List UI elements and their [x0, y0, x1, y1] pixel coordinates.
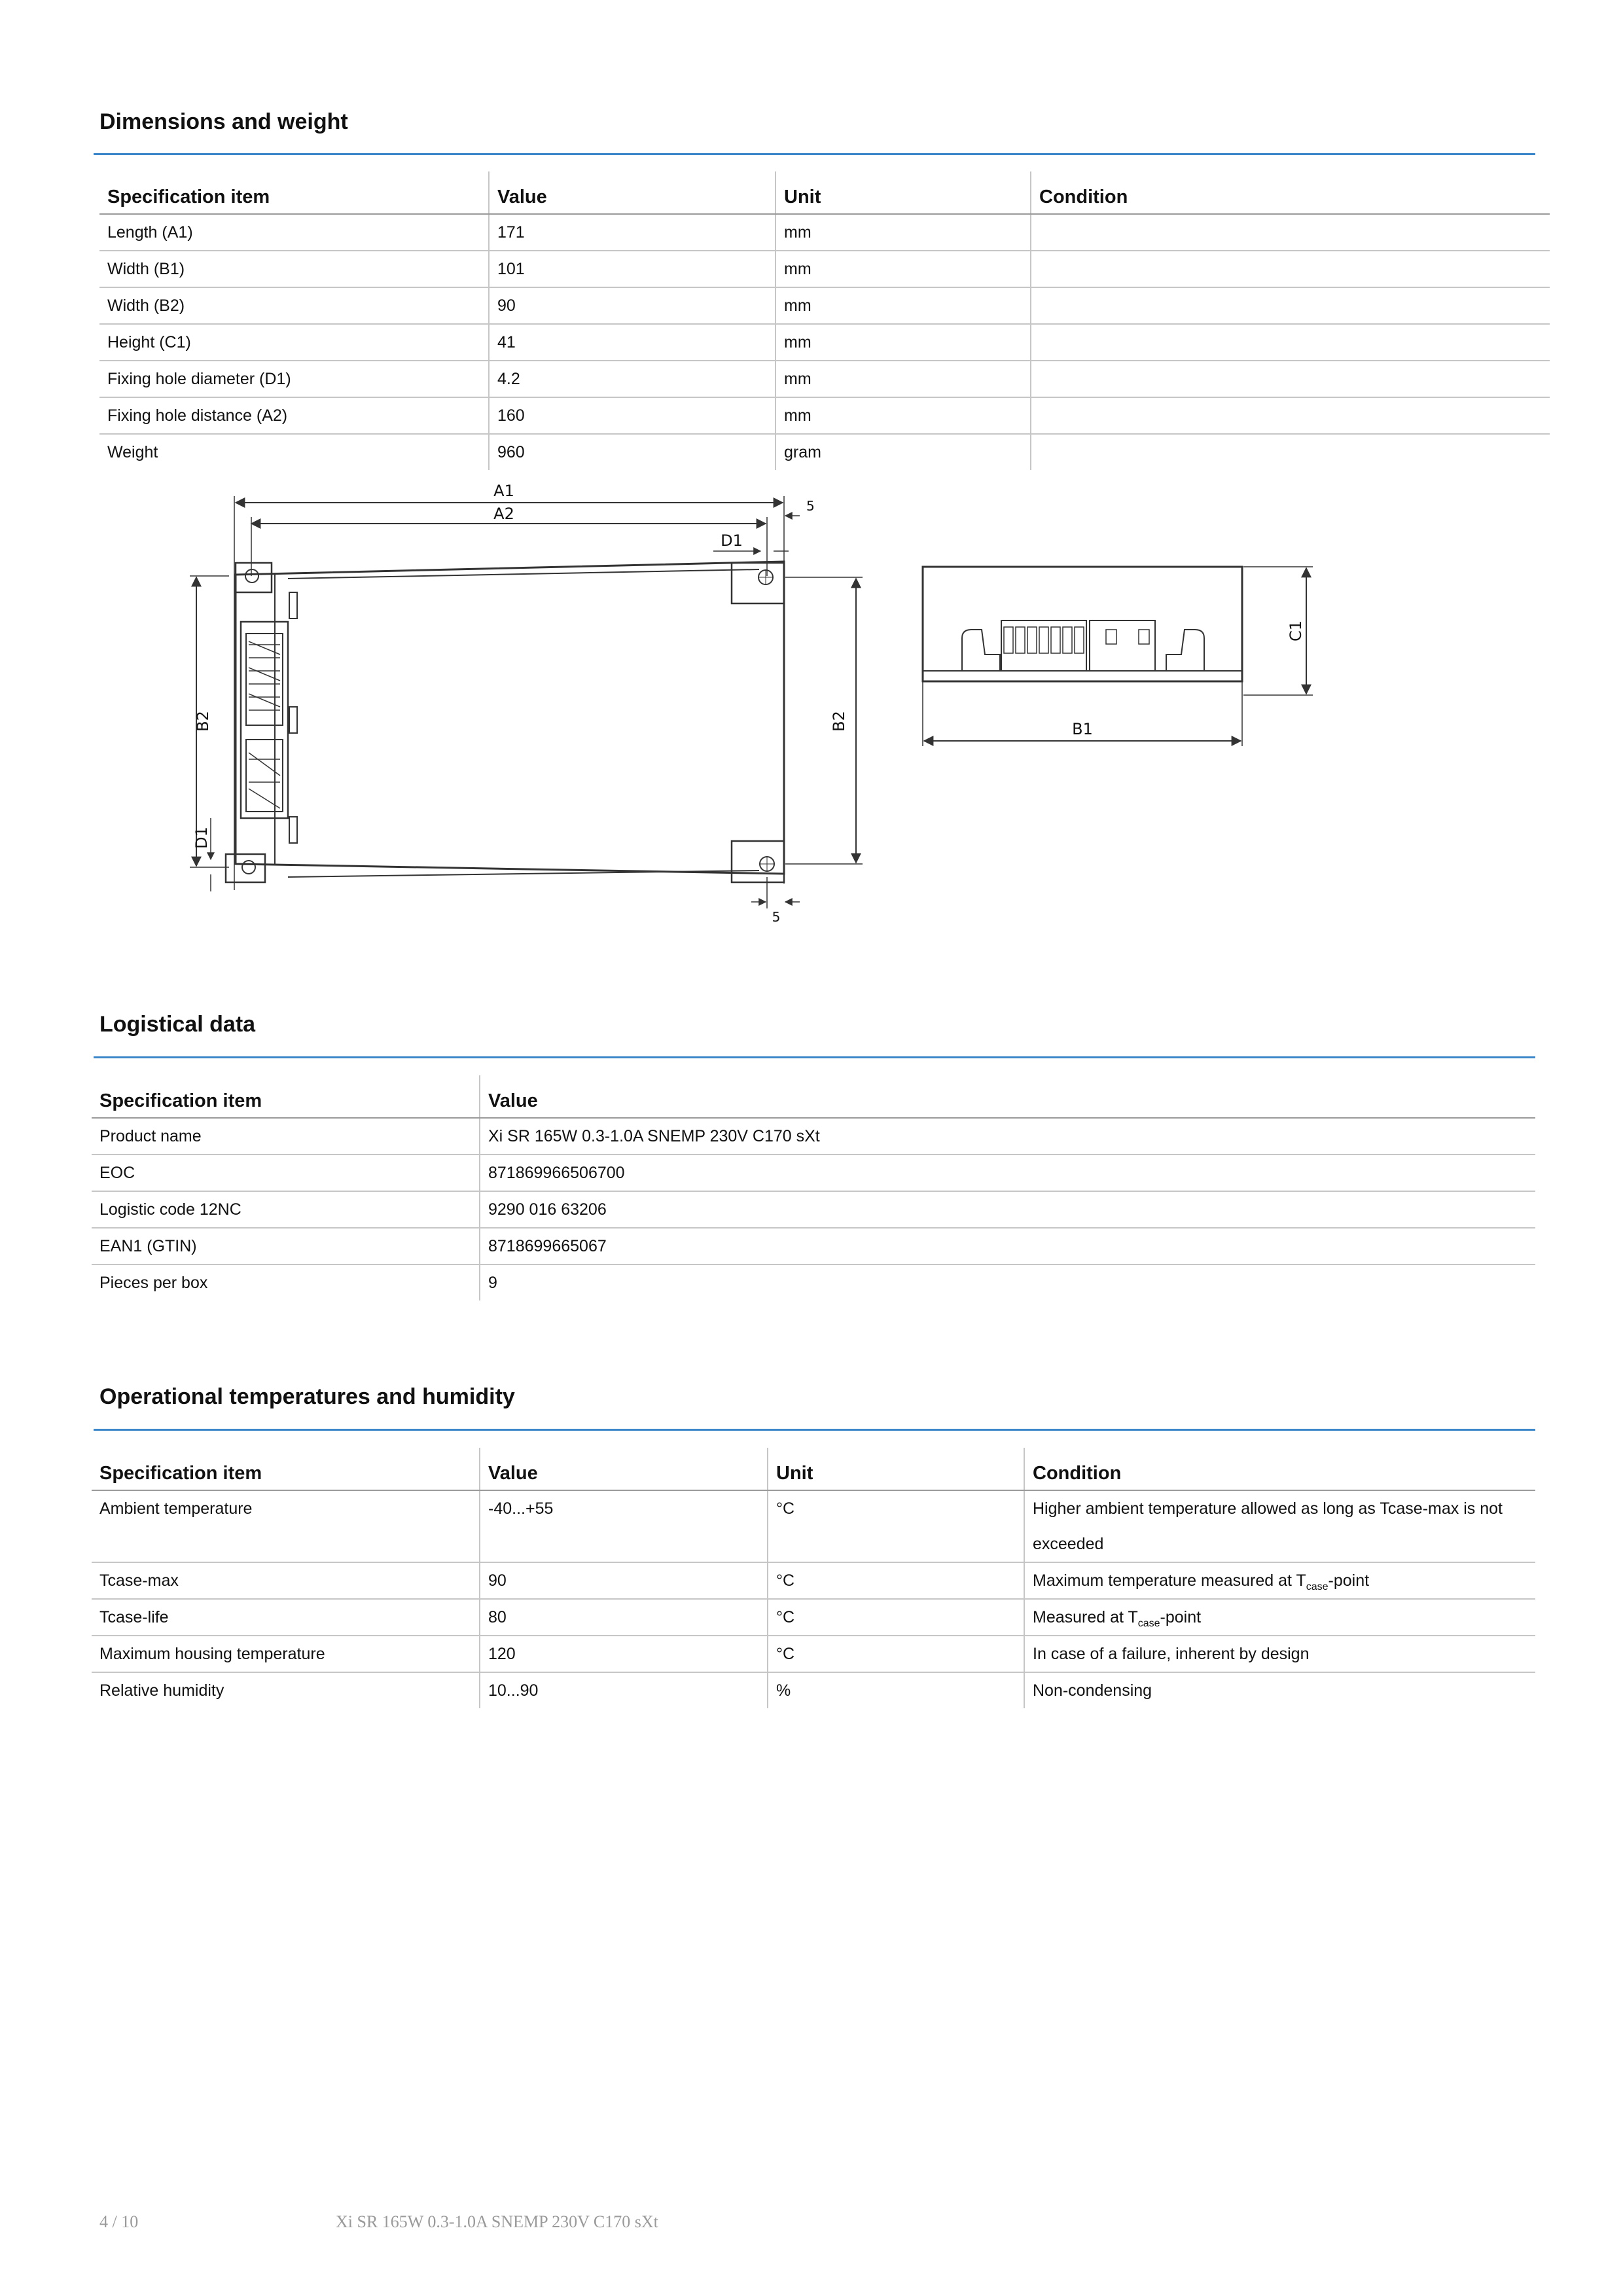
logistical-section-rule	[94, 1056, 1535, 1058]
top-view-drawing	[190, 496, 863, 908]
value-cell: 871869966506700	[480, 1155, 1535, 1191]
spec-item-cell: Width (B1)	[99, 251, 489, 287]
column-header: Value	[480, 1448, 768, 1490]
column-header: Unit	[768, 1448, 1024, 1490]
spec-item-cell: Fixing hole diameter (D1)	[99, 361, 489, 397]
spec-item-cell: Width (B2)	[99, 287, 489, 324]
table-row	[92, 1228, 1535, 1265]
unit-cell: mm	[776, 287, 1031, 324]
spec-item-cell: Weight	[107, 443, 158, 461]
unit-cell: mm	[776, 251, 1031, 287]
spec-item-cell: Relative humidity	[99, 1681, 224, 1700]
table-header-row	[92, 1448, 1535, 1490]
condition-cell	[1024, 1562, 1535, 1599]
column-header: Condition	[1031, 171, 1550, 214]
label-b2-left: B2	[194, 711, 212, 732]
unit-cell: mm	[776, 361, 1031, 397]
label-d1-left: D1	[192, 827, 211, 849]
value-cell: 90	[480, 1562, 768, 1599]
dimension-drawing	[0, 0, 1623, 982]
table-row	[92, 1265, 1535, 1300]
column-header: Specification item	[92, 1448, 480, 1490]
unit-cell: °C	[768, 1562, 1024, 1599]
unit-cell: %	[768, 1672, 1024, 1708]
table-row	[92, 1490, 1535, 1562]
column-header: Unit	[776, 171, 1031, 214]
value-cell: 80	[480, 1599, 768, 1636]
footer-product-name: Xi SR 165W 0.3-1.0A SNEMP 230V C170 sXt	[336, 2212, 658, 2231]
condition-text: -point	[1328, 1571, 1370, 1590]
unit-cell: °C	[768, 1599, 1024, 1636]
condition-text: Measured at T	[1033, 1608, 1138, 1626]
label-5-bottom: 5	[772, 909, 781, 925]
logistical-table	[92, 1075, 1535, 1300]
logistical-section-title: Logistical data	[99, 1012, 256, 1037]
unit-cell: mm	[776, 324, 1031, 361]
operational-section-rule	[94, 1429, 1535, 1431]
table-row	[92, 1636, 1535, 1672]
condition-text: Maximum temperature measured at T	[1033, 1571, 1306, 1590]
unit-cell: mm	[776, 397, 1031, 434]
condition-cell	[1024, 1599, 1535, 1636]
page-number: 4 / 10	[99, 2212, 139, 2231]
spec-item-cell: Tcase-life	[92, 1599, 480, 1636]
unit-cell: °C	[768, 1490, 1024, 1562]
value-cell: 4.2	[489, 361, 776, 397]
spec-item-cell: EOC	[92, 1155, 480, 1191]
subscript-text: case	[1137, 1618, 1160, 1629]
value-cell: 160	[489, 397, 776, 434]
value-cell: 960	[489, 434, 776, 470]
spec-item-cell: Pieces per box	[99, 1274, 208, 1292]
table-row	[92, 1562, 1535, 1599]
value-cell: Xi SR 165W 0.3-1.0A SNEMP 230V C170 sXt	[480, 1118, 1535, 1155]
dimensions-section-title: Dimensions and weight	[99, 109, 348, 134]
spec-item-cell: Fixing hole distance (A2)	[99, 397, 489, 434]
table-row	[92, 1191, 1535, 1228]
spec-item-cell: Length (A1)	[99, 214, 489, 251]
spec-item-cell: Tcase-max	[92, 1562, 480, 1599]
spec-item-cell: Maximum housing temperature	[92, 1636, 480, 1672]
value-cell: 8718699665067	[480, 1228, 1535, 1265]
table-row	[92, 1155, 1535, 1191]
label-c1: C1	[1287, 620, 1305, 642]
unit-cell: gram	[776, 434, 1031, 470]
table-row	[92, 1118, 1535, 1155]
column-header: Specification item	[92, 1075, 480, 1118]
unit-cell: mm	[776, 214, 1031, 251]
label-b2-right: B2	[830, 711, 848, 732]
table-header-row	[92, 1075, 1535, 1118]
condition-cell: Non-condensing	[1024, 1672, 1535, 1708]
value-cell: 9	[480, 1265, 1535, 1300]
value-cell: 171	[489, 214, 776, 251]
condition-text: -point	[1160, 1608, 1202, 1626]
side-view-drawing	[923, 567, 1313, 746]
column-header: Value	[480, 1075, 1535, 1118]
unit-cell: °C	[768, 1636, 1024, 1672]
label-d1-top: D1	[721, 531, 743, 550]
operational-table	[92, 1448, 1535, 1708]
value-cell: -40...+55	[480, 1490, 768, 1562]
spec-item-cell: Logistic code 12NC	[92, 1191, 480, 1228]
value-cell: 41	[489, 324, 776, 361]
table-row	[92, 1599, 1535, 1636]
column-header: Value	[489, 171, 776, 214]
condition-cell: Higher ambient temperature allowed as long as Tcase-max is not exceeded	[1024, 1490, 1535, 1562]
operational-section-title: Operational temperatures and humidity	[99, 1384, 515, 1409]
spec-item-cell: Product name	[92, 1118, 480, 1155]
subscript-text: case	[1306, 1581, 1329, 1592]
value-cell: 9290 016 63206	[480, 1191, 1535, 1228]
label-b1: B1	[1072, 720, 1093, 738]
value-cell: 101	[489, 251, 776, 287]
value-cell: 90	[489, 287, 776, 324]
column-header: Condition	[1024, 1448, 1535, 1490]
label-a1: A1	[493, 482, 514, 500]
spec-item-cell: Height (C1)	[99, 324, 489, 361]
condition-cell: In case of a failure, inherent by design	[1024, 1636, 1535, 1672]
value-cell: 120	[480, 1636, 768, 1672]
table-row	[92, 1672, 1535, 1708]
column-header: Specification item	[99, 171, 489, 214]
label-5-top: 5	[806, 498, 815, 514]
value-cell: 10...90	[480, 1672, 768, 1708]
spec-item-cell: EAN1 (GTIN)	[92, 1228, 480, 1265]
spec-item-cell: Ambient temperature	[92, 1490, 480, 1562]
label-a2: A2	[493, 505, 514, 523]
